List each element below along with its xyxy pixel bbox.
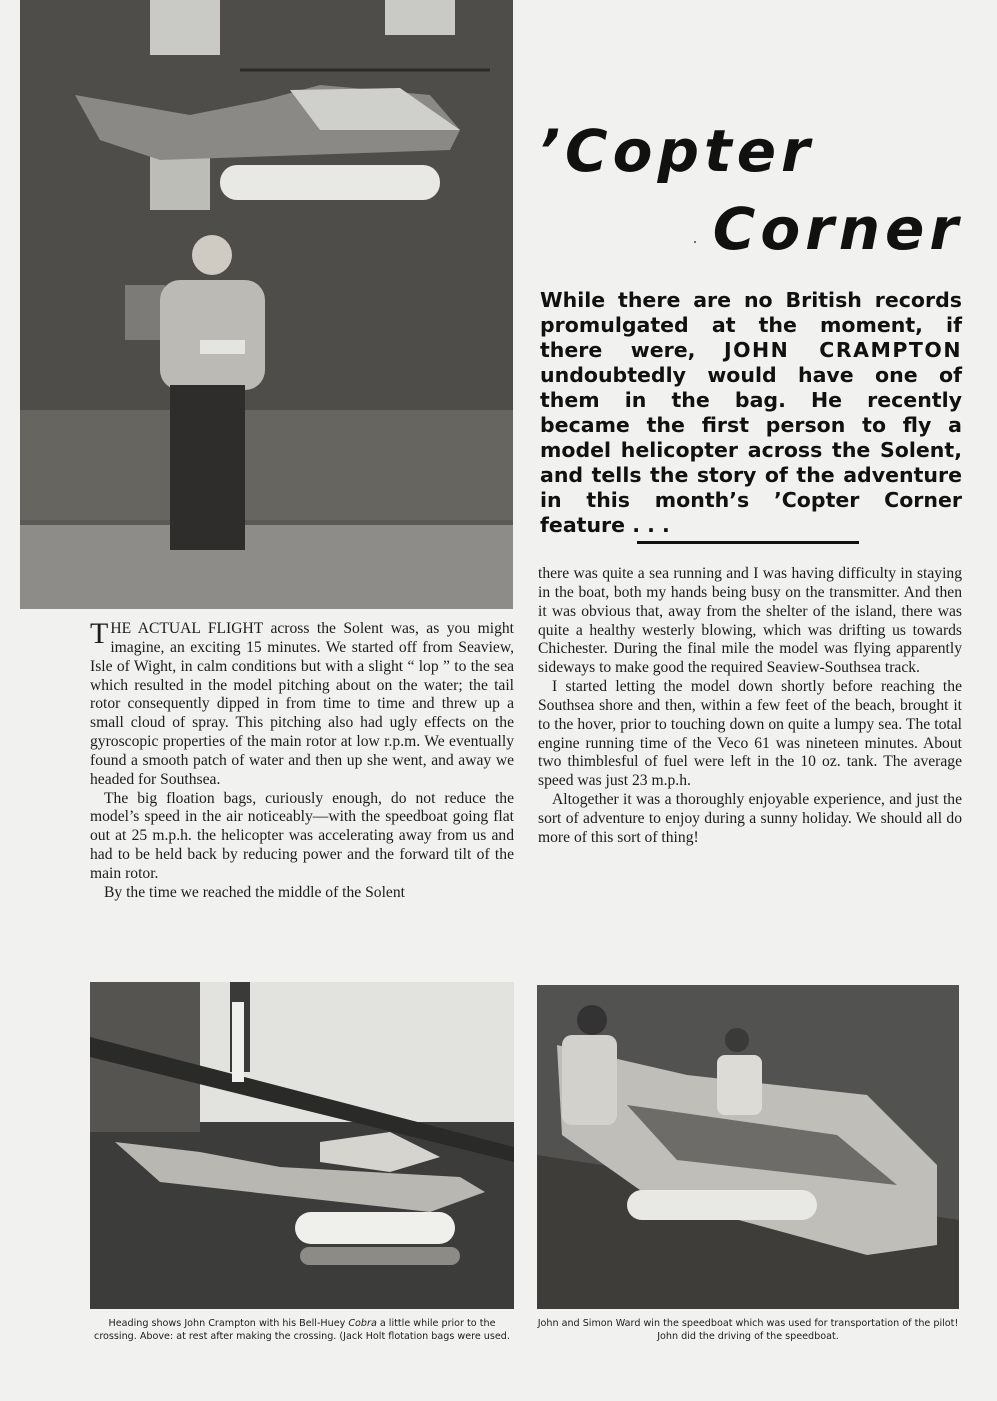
drop-cap: T: [90, 617, 109, 650]
photo-helicopter-on-water: [90, 982, 514, 1309]
paragraph: By the time we reached the middle of the Solent: [104, 883, 405, 901]
paragraph: there was quite a sea running and I was having difficulty in staying in the boat, both my hands being busy on the transmitter. And then it was obvious that, away from the shelter of the island, there was quite a healthy westerly blowing, which was drifting us towards Chichester. During the final mile the model was flying apparently sideways to make good the required Seaview-Southsea track.: [538, 565, 962, 677]
paragraph: Altogether it was a thoroughly enjoyable experience, and just the sort of adventure to enjoy during a sunny holiday. We should all do more of this sort of thing!: [538, 791, 962, 846]
article-intro: [540, 288, 962, 538]
paragraph: I started letting the model down shortly before reaching the Southsea shore and then, within a few feet of the beach, brought it to the hover, prior to touching down on quite a lumpy sea. The total engine running time of the Veco 61 was nineteen minutes. About two thimblesful of fuel were left in the 10 oz. tank. The average speed was just 23 m.p.h.: [538, 678, 962, 790]
paragraph: The big floation bags, curiously enough, do not reduce the model’s speed in the air noticeably—with the speedboat going flat out at 25 m.p.h. the helicopter was accelerating away from us and had to be held back by reducing power and the forward tilt of the main rotor.: [90, 789, 514, 882]
body-column-left: [90, 617, 514, 903]
article-title-line-1: ’Copter: [538, 117, 815, 185]
section-divider: [637, 541, 859, 544]
paragraph: [90, 617, 514, 790]
photo-speedboat: [537, 985, 959, 1309]
intro-text-1: While there are no British records promulgated at the moment, if there were,: [540, 288, 962, 362]
photo-caption-left: [88, 1318, 516, 1343]
speck: [694, 241, 696, 243]
photo-man-with-helicopter: [20, 0, 513, 609]
author-name: JOHN CRAMPTON: [723, 338, 962, 362]
photo-caption-right: John and Simon Ward win the speedboat which was used for transportation of the pilot! John did the driving of the speedboat.: [537, 1318, 959, 1342]
caption-text: a little while prior to the crossing. Above: at rest after making the crossing. (Jack Holt flotation bags were used.: [94, 1318, 510, 1342]
caption-text: Heading shows John Crampton with his Bell-Huey: [108, 1318, 349, 1329]
intro-text-2: undoubtedly would have one of them in the bag. He recently became the first person to fly a model helicopter across the Solent, and tells the story of the adventure in this month’s ’Copter Corner feature . . .: [540, 363, 962, 537]
body-column-right: [538, 565, 962, 848]
article-title-line-2: Corner: [712, 195, 963, 263]
caption-italic-name: Cobra: [348, 1318, 377, 1329]
paragraph-text: HE ACTUAL FLIGHT across the Solent was, as you might imagine, an exciting 15 minutes. We started off from Seaview, Isle of Wight, in calm conditions but with a slight “ lop ” to the sea which resulted in the model pitching about on the water; the tail rotor consequently dipped in from time to time and threw up a small cloud of spray. This pitching also had ugly effects on the gyroscopic properties of the main rotor at low r.p.m. We eventually found a smooth patch of water and then up she went, and away we headed for Southsea.: [90, 620, 514, 788]
